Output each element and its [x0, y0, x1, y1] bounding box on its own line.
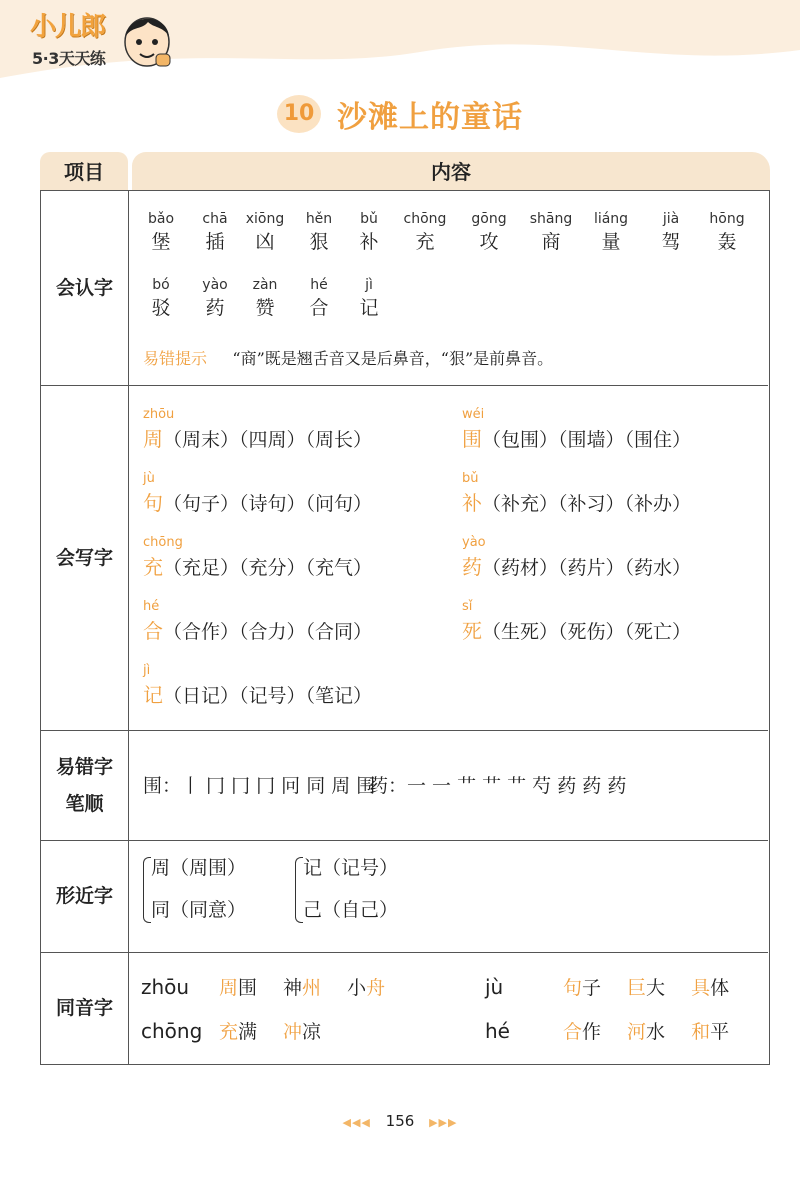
brace-icon [143, 857, 151, 923]
pinyin: jì [365, 277, 373, 293]
brand-title: 小儿郎 [30, 12, 106, 42]
boy-mascot-icon [118, 8, 176, 72]
homophone-line [141, 1017, 347, 1044]
pinyin: shāng [529, 211, 573, 227]
recognize-char [347, 275, 391, 321]
pinyin: yào [462, 535, 486, 550]
word-part: 平 [710, 1021, 730, 1043]
write-words: （周末）（四周）（周长） [163, 429, 373, 451]
write-item [143, 470, 473, 518]
highlight-char: 合 [563, 1021, 583, 1043]
write-item [462, 470, 792, 518]
word-part: 子 [582, 977, 602, 999]
pinyin: hěn [305, 211, 333, 227]
pinyin: chōng [143, 535, 183, 550]
row-recognize [41, 191, 768, 386]
pinyin: jù [143, 471, 155, 486]
recognize-chars [129, 191, 768, 385]
similar-word: 同（同意） [151, 899, 247, 921]
word-part: 神 [283, 977, 303, 999]
row-label: 形近字 [41, 841, 129, 952]
recognize-char [347, 209, 391, 255]
pinyin: hōng [709, 211, 745, 227]
write-item [143, 534, 473, 582]
pinyin: jù [485, 975, 504, 999]
pinyin: bǎo [147, 211, 175, 227]
lesson-title: 沙滩上的童话 [337, 100, 523, 135]
write-words: （句子）（诗句）（问句） [163, 493, 373, 515]
tip-label: 易错提示 [143, 349, 208, 368]
write-item [462, 598, 792, 646]
row-label-line1: 易错字 [55, 756, 113, 779]
lesson-heading [0, 92, 800, 136]
highlight-char: 河 [627, 1021, 647, 1043]
write-char: 围 [462, 427, 482, 451]
hanzi: 插 [205, 231, 225, 253]
pinyin: wéi [462, 407, 485, 422]
write-chars [129, 386, 768, 730]
write-item [462, 534, 792, 582]
recognize-char [297, 275, 341, 321]
row-label [41, 731, 129, 840]
pinyin: chā [202, 211, 228, 227]
highlight-char: 冲 [283, 1021, 303, 1043]
stroke-content [129, 731, 768, 840]
similar-content [129, 841, 768, 952]
hanzi: 驳 [151, 297, 171, 319]
hanzi: 充 [415, 231, 435, 253]
word-part: 小 [347, 977, 367, 999]
column-header-item: 项目 [40, 152, 128, 190]
row-homophone [41, 953, 768, 1064]
hanzi: 驾 [661, 231, 681, 253]
recognize-char [297, 209, 341, 255]
stroke-item-wei [143, 771, 375, 798]
write-words: （包围）（围墙）（围住） [482, 429, 692, 451]
highlight-char: 具 [691, 977, 711, 999]
pinyin: chōng [141, 1019, 203, 1043]
recognize-char [139, 209, 183, 255]
write-words: （补充）（补习）（补办） [482, 493, 692, 515]
pinyin: hé [485, 1019, 510, 1043]
column-header-content: 内容 [132, 152, 770, 190]
word-part: 作 [582, 1021, 602, 1043]
row-write [41, 386, 768, 731]
brand-subtitle: 5·3天天练 [32, 49, 106, 68]
pinyin: zhōu [141, 975, 190, 999]
homophone-word [347, 977, 385, 999]
homophone-word [691, 1021, 729, 1043]
highlight-char: 舟 [366, 977, 386, 999]
highlight-char: 巨 [627, 977, 647, 999]
pinyin: sǐ [462, 599, 473, 614]
highlight-char: 句 [563, 977, 583, 999]
hanzi: 记 [359, 297, 379, 319]
pinyin: hé [143, 599, 160, 614]
row-label-line2: 笔顺 [65, 792, 104, 815]
highlight-char: 充 [219, 1021, 239, 1043]
write-item [462, 406, 792, 454]
homophone-line [141, 973, 411, 1000]
recognize-char [193, 275, 237, 321]
hanzi: 量 [601, 231, 621, 253]
homophone-word [283, 977, 321, 999]
hanzi: 合 [309, 297, 329, 319]
prev-arrows-icon: ◀◀◀ [342, 1116, 371, 1129]
pinyin: bǔ [462, 471, 479, 486]
write-item [143, 406, 473, 454]
similar-word: 记（记号） [303, 857, 399, 879]
next-arrows-icon: ▶▶▶ [429, 1116, 458, 1129]
recognize-char [193, 209, 237, 255]
homophone-word [691, 977, 729, 999]
brand-logo [30, 6, 180, 74]
highlight-char: 周 [219, 977, 239, 999]
row-stroke-order [41, 731, 768, 841]
recognize-char [529, 209, 573, 255]
recognize-char [243, 209, 287, 255]
row-label: 同音字 [41, 953, 129, 1064]
pinyin: zàn [252, 277, 278, 293]
homophone-line [485, 1017, 755, 1044]
hanzi: 轰 [717, 231, 737, 253]
row-label: 会认字 [41, 191, 129, 385]
row-label: 会写字 [41, 386, 129, 730]
homophone-line [485, 973, 755, 1000]
hanzi: 堡 [151, 231, 171, 253]
stroke-steps: 丨 冂 冂 冂 冋 同 周 围 [181, 775, 376, 797]
row-similar [41, 841, 768, 953]
write-words: （充足）（充分）（充气） [163, 557, 373, 579]
homophone-content [129, 953, 768, 1064]
write-words: （生死）（死伤）（死亡） [482, 621, 692, 643]
write-words: （日记）（记号）（笔记） [163, 685, 373, 707]
homophone-word [627, 1021, 665, 1043]
stroke-char: 药： [369, 775, 408, 797]
study-table [40, 190, 770, 1065]
recognize-char [589, 209, 633, 255]
hanzi: 药 [205, 297, 225, 319]
write-words: （合作）（合力）（合同） [163, 621, 373, 643]
hanzi: 补 [359, 231, 379, 253]
homophone-word [283, 1021, 321, 1043]
write-char: 药 [462, 555, 482, 579]
homophone-word [627, 977, 665, 999]
pinyin: chōng [403, 211, 447, 227]
word-part: 体 [710, 977, 730, 999]
hanzi: 商 [541, 231, 561, 253]
pinyin: jià [662, 211, 680, 227]
error-tip [143, 346, 553, 369]
write-words: （药材）（药片）（药水） [482, 557, 692, 579]
similar-word: 周（周围） [151, 857, 247, 879]
write-char: 充 [143, 555, 163, 579]
word-part: 大 [646, 977, 666, 999]
highlight-char: 和 [691, 1021, 711, 1043]
hanzi: 攻 [479, 231, 499, 253]
write-char: 死 [462, 619, 482, 643]
write-char: 合 [143, 619, 163, 643]
write-item [143, 662, 473, 710]
word-part: 水 [646, 1021, 666, 1043]
write-char: 句 [143, 491, 163, 515]
table-header [40, 152, 770, 190]
homophone-word [563, 1021, 601, 1043]
write-item [143, 598, 473, 646]
recognize-char [649, 209, 693, 255]
recognize-char [403, 209, 447, 255]
pinyin: hé [310, 277, 328, 293]
homophone-word [219, 977, 257, 999]
homophone-word [563, 977, 601, 999]
lesson-number: 10 [277, 95, 321, 133]
homophone-word [219, 1021, 257, 1043]
highlight-char: 州 [302, 977, 322, 999]
word-part: 围 [238, 977, 258, 999]
write-char: 记 [143, 683, 163, 707]
word-part: 满 [238, 1021, 258, 1043]
pinyin: yào [202, 277, 228, 293]
pinyin: xiōng [245, 211, 285, 227]
recognize-char [243, 275, 287, 321]
stroke-steps: 一 一 艹 艹 艹 芍 药 药 药 [407, 775, 627, 797]
hanzi: 狠 [309, 231, 329, 253]
tip-text: “商”既是翘舌音又是后鼻音，“狠”是前鼻音。 [232, 349, 554, 368]
page-footer [0, 1112, 800, 1130]
recognize-char [139, 275, 183, 321]
word-part: 凉 [302, 1021, 322, 1043]
write-char: 周 [143, 427, 163, 451]
similar-word: 己（自己） [303, 899, 399, 921]
pinyin: gōng [471, 211, 507, 227]
recognize-char [467, 209, 511, 255]
write-char: 补 [462, 491, 482, 515]
pinyin: liáng [593, 211, 629, 227]
pinyin: jì [143, 663, 151, 678]
recognize-char [705, 209, 749, 255]
pinyin: bó [152, 277, 170, 293]
stroke-char: 围： [143, 775, 182, 797]
hanzi: 凶 [255, 231, 275, 253]
stroke-item-yao [369, 771, 626, 798]
hanzi: 赞 [255, 297, 275, 319]
brace-icon [295, 857, 303, 923]
page-number: 156 [385, 1112, 415, 1130]
pinyin: zhōu [143, 407, 175, 422]
pinyin: bǔ [360, 211, 378, 227]
